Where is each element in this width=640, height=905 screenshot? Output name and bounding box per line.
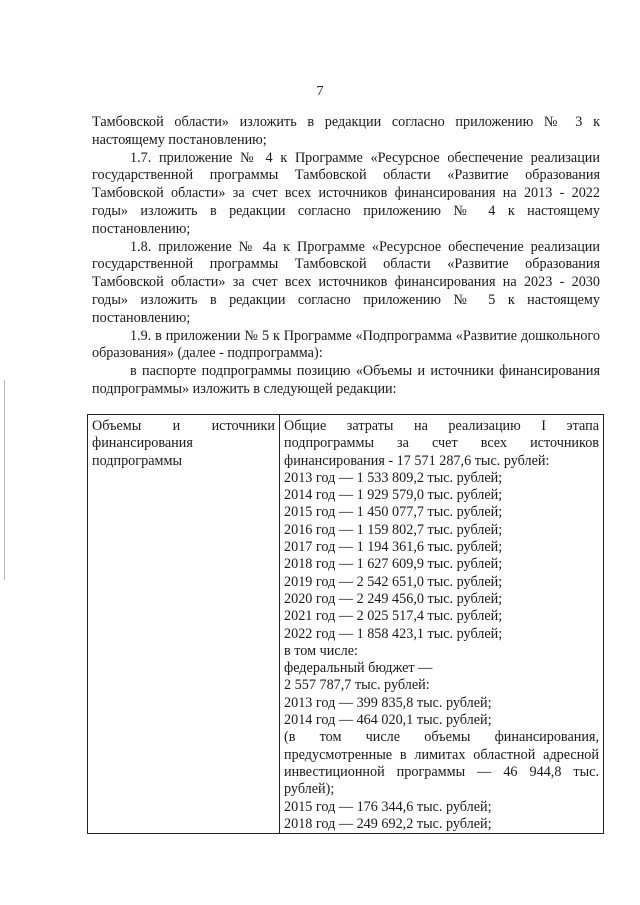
paragraph-1-8: 1.8. приложение № 4а к Программе «Ресурсное обеспечение реализации государственной программы Тамбовской области «Развитие образования Тамбовской области» за счет всех источников финансирования на 2023 - 2030 годы» изложить в редакции согласно приложению № 5 к настоящему постановлению; [92,238,600,326]
funding-line: 2 557 787,7 тыс. рублей: [284,677,430,694]
funding-line: 2014 год — 464 020,1 тыс. рублей; [284,712,492,729]
funding-line: 2015 год — 1 450 077,7 тыс. рублей; [284,504,503,521]
table-row [88,415,604,834]
funding-line: 2013 год — 1 533 809,2 тыс. рублей; [284,469,503,486]
paragraph-1: Тамбовской области» изложить в редакции согласно приложению № 3 к настоящему постановлению; [92,114,600,148]
funding-line: Общие затраты на реализацию I этапа подпрограммы за счет всех источников финансирования - 17 571 287,6 тыс. рублей: [284,418,599,469]
funding-line: 2022 год — 1 858 423,1 тыс. рублей; [284,625,503,642]
table-right-cell [280,415,604,834]
funding-line: 2018 год — 1 627 609,9 тыс. рублей; [284,556,503,573]
paragraph-passport: в паспорте подпрограммы позицию «Объемы и источники финансирования подпрограммы» изложить в следующей редакции: [92,363,600,397]
funding-line: 2019 год — 2 542 651,0 тыс. рублей; [284,573,503,590]
funding-line: 2014 год — 1 929 579,0 тыс. рублей; [284,487,503,504]
funding-line: 2020 год — 2 249 456,0 тыс. рублей; [284,590,503,607]
paragraph-1-9: 1.9. в приложении № 5 к Программе «Подпрограмма «Развитие дошкольного образования» (далее - подпрограмма): [92,327,600,362]
scan-margin-line [4,380,5,580]
funding-line: 2016 год — 1 159 802,7 тыс. рублей; [284,521,503,538]
funding-table [87,414,604,834]
funding-line: 2013 год — 399 835,8 тыс. рублей; [284,694,492,711]
funding-line: 2021 год — 2 025 517,4 тыс. рублей; [284,608,503,625]
funding-line: 2015 год — 176 344,6 тыс. рублей; [284,798,492,815]
funding-line: 2018 год — 249 692,2 тыс. рублей; [284,815,492,832]
body-text [92,114,600,399]
table-left-cell: Объемы и источники финансирования подпрограммы [88,415,280,834]
paragraph-1-7: 1.7. приложение № 4 к Программе «Ресурсное обеспечение реализации государственной программы Тамбовской области «Развитие образования Тамбовской области» за счет всех источников финансирования на 2013 - 2022 годы» изложить в редакции согласно приложению № 4 к настоящему постановлению; [92,149,600,237]
funding-line: (в том числе объемы финансирования, предусмотренные в лимитах областной адресной инвестиционной программы — 46 944,8 тыс. рублей); [284,729,599,798]
funding-line: федеральный бюджет — [284,660,433,677]
page-number: 7 [316,84,324,99]
funding-line: 2017 год — 1 194 361,6 тыс. рублей; [284,539,503,556]
funding-line: в том числе: [284,642,358,659]
